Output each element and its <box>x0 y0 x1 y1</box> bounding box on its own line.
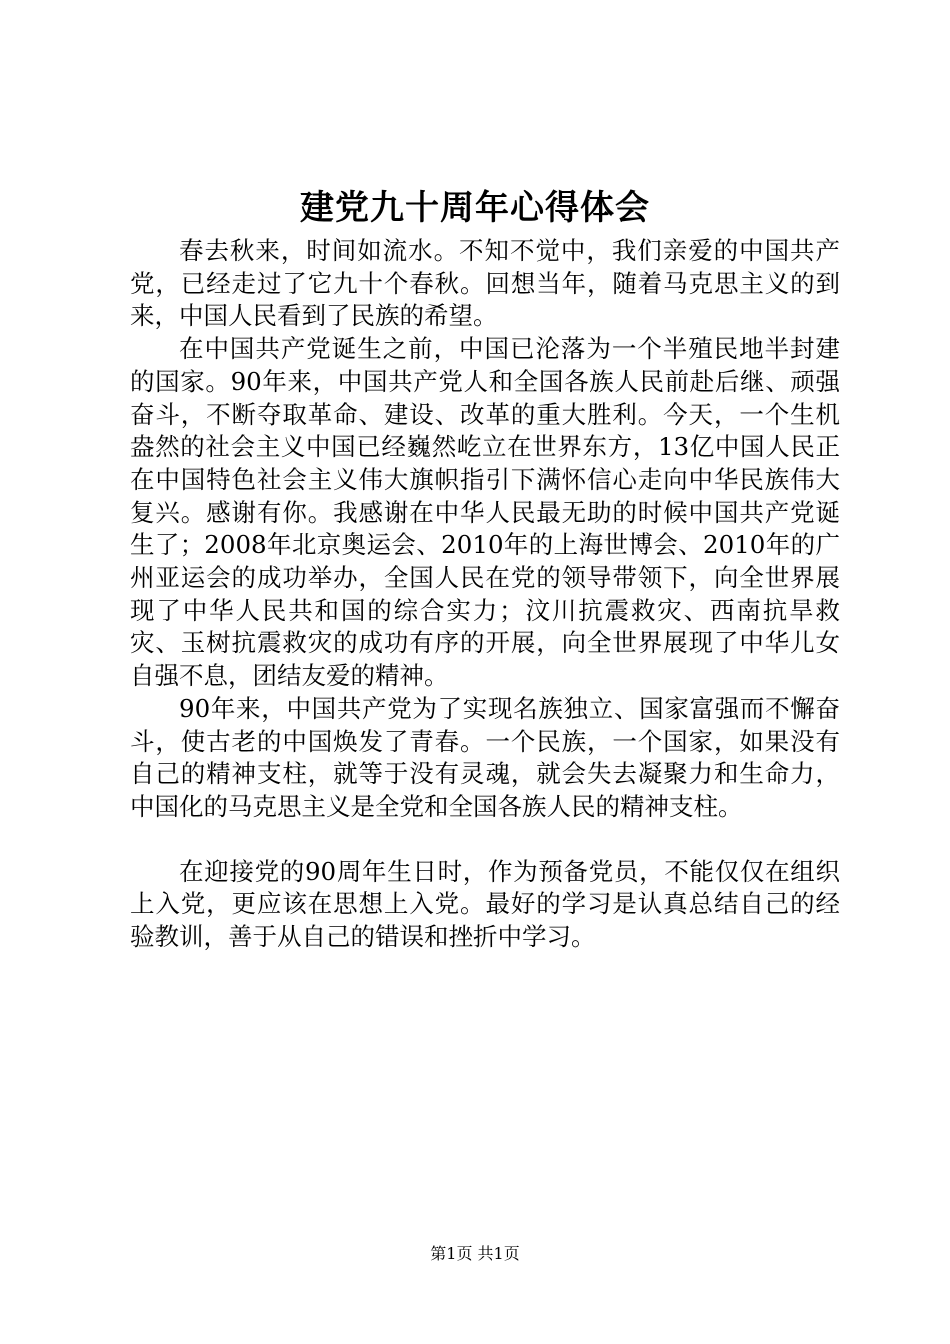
page-footer: 第1页 共1页 <box>430 1244 520 1263</box>
paragraph-3: 90年来，中国共产党为了实现名族独立、国家富强而不懈奋斗，使古老的中国焕发了青春。一个民族，一个国家，如果没有自己的精神支柱，就等于没有灵魂，就会失去凝聚力和生命力，中国化的马克思主义是全党和全国各族人民的精神支柱。 <box>130 693 840 821</box>
document-body <box>130 235 840 954</box>
paragraph-2: 在中国共产党诞生之前，中国已沦落为一个半殖民地半封建的国家。90年来，中国共产党人和全国各族人民前赴后继、顽强奋斗，不断夺取革命、建设、改革的重大胜利。今天，一个生机盎然的社会主义中国已经巍然屹立在世界东方，13亿中国人民正在中国特色社会主义伟大旗帜指引下满怀信心走向中华民族伟大复兴。感谢有你。我感谢在中华人民最无助的时候中国共产党诞生了；2008年北京奥运会、2010年的上海世博会、2010年的广州亚运会的成功举办，全国人民在党的领导带领下，向全世界展现了中华人民共和国的综合实力；汶川抗震救灾、西南抗旱救灾、玉树抗震救灾的成功有序的开展，向全世界展现了中华儿女自强不息，团结友爱的精神。 <box>130 334 840 691</box>
paragraph-1: 春去秋来，时间如流水。不知不觉中，我们亲爱的中国共产党，已经走过了它九十个春秋。回想当年，随着马克思主义的到来，中国人民看到了民族的希望。 <box>130 236 840 331</box>
paragraph-4: 在迎接党的90周年生日时，作为预备党员，不能仅仅在组织上入党，更应该在思想上入党。最好的学习是认真总结自己的经验教训，善于从自己的错误和挫折中学习。 <box>130 856 840 952</box>
document-title: 建党九十周年心得体会 <box>300 188 650 228</box>
